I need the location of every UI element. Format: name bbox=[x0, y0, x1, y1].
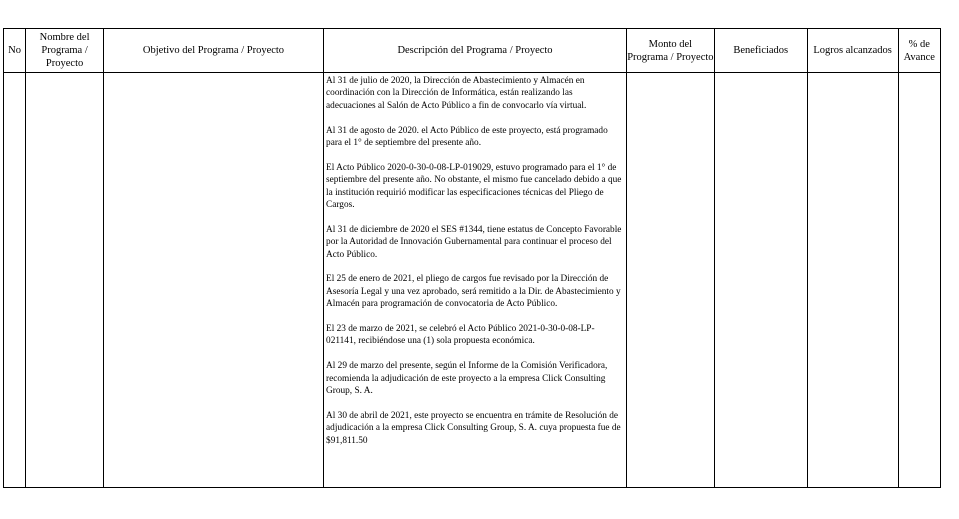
header-nombre: Nombre del Programa / Proyecto bbox=[26, 29, 104, 73]
description-paragraph: Al 31 de julio de 2020, la Dirección de Abastecimiento y Almacén en coordinación con la Dirección de Informática, están realizando las adecuaciones al Salón de Acto Público a fin de convocarlo vía virtual. bbox=[326, 76, 587, 111]
description-paragraph: El Acto Público 2020-0-30-0-08-LP-019029, estuvo programado para el 1° de septiembre del presente año. No obstante, el mismo fue cancelado debido a que la institución requirió modificar las especificaciones técnicas del Pliego de Cargos. bbox=[326, 162, 622, 211]
description-paragraph: Al 30 de abril de 2021, este proyecto se encuentra en trámite de Resolución de adjudicación a la empresa Click Consulting Group, S. A. cuya propuesta fue de $91,811.50 bbox=[326, 410, 621, 446]
cell-objetivo bbox=[103, 73, 323, 488]
cell-logros bbox=[807, 73, 898, 488]
description-paragraph: El 25 de enero de 2021, el pliego de cargos fue revisado por la Dirección de Asesoría Legal y una vez aprobado, será remitido a la Dir. de Abastecimiento y Almacén para programación de convocatoria de Acto Público. bbox=[326, 274, 621, 310]
header-no: No bbox=[4, 29, 26, 73]
header-monto: Monto del Programa / Proyecto bbox=[626, 29, 714, 73]
description-paragraph: El 23 de marzo de 2021, se celebró el Acto Público 2021-0-30-0-08-LP-021141, recibiéndose una (1) sola propuesta económica. bbox=[326, 324, 595, 347]
cell-monto bbox=[626, 73, 714, 488]
description-paragraph: Al 29 de marzo del presente, según el Informe de la Comisión Verificadora, recomienda la adjudicación de este proyecto a la empresa Click Consulting Group, S. A. bbox=[326, 361, 608, 397]
header-beneficiados: Beneficiados bbox=[714, 29, 807, 73]
header-descripcion: Descripción del Programa / Proyecto bbox=[324, 29, 627, 73]
description-paragraph: Al 31 de diciembre de 2020 el SES #1344, tiene estatus de Concepto Favorable por la Autoridad de Innovación Gubernamental para continuar el proceso del Acto Público. bbox=[326, 224, 622, 260]
cell-nombre bbox=[26, 73, 104, 488]
header-avance: % de Avance bbox=[898, 29, 940, 73]
table-header-row bbox=[4, 29, 941, 73]
cell-beneficiados bbox=[714, 73, 807, 488]
header-objetivo: Objetivo del Programa / Proyecto bbox=[103, 29, 323, 73]
header-logros: Logros alcanzados bbox=[807, 29, 898, 73]
cell-descripcion bbox=[324, 73, 627, 488]
table-row bbox=[4, 73, 941, 488]
program-report-table bbox=[3, 28, 941, 488]
cell-avance bbox=[898, 73, 940, 488]
cell-no bbox=[4, 73, 26, 488]
description-paragraph: Al 31 de agosto de 2020. el Acto Público de este proyecto, está programado para el 1° de septiembre del presente año. bbox=[326, 125, 608, 149]
